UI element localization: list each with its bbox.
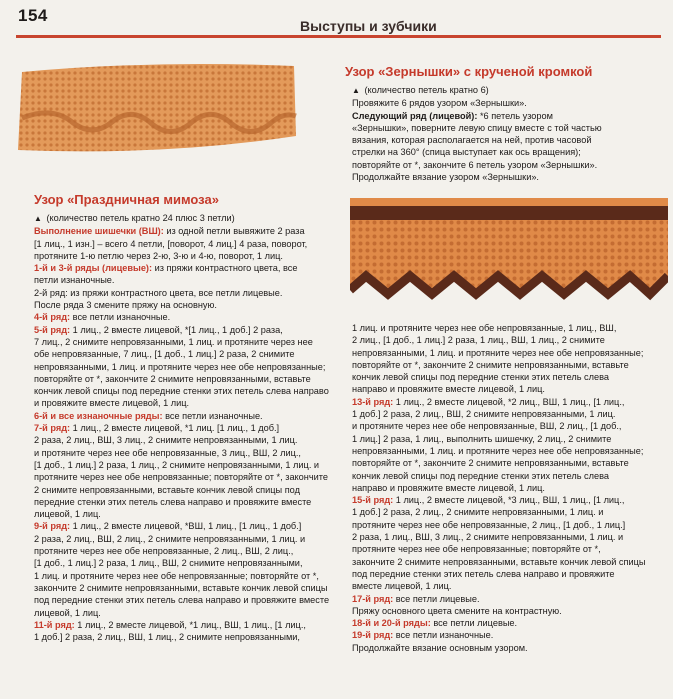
instruction-text: все петли изнаночные. — [395, 630, 494, 641]
instruction-text: 2-й ряд: из пряжи контрастного цвета, все петли лицевые. — [34, 287, 283, 298]
row-label: Следующий ряд (лицевой): — [352, 110, 480, 121]
text-line — [352, 593, 668, 605]
instruction-text: 2 раза, 2 лиц., ВШ, 3 лиц., 2 снимите непровязанными, 1 лиц. — [34, 435, 298, 446]
text-line — [34, 299, 350, 311]
instruction-text: [1 доб., 1 лиц.] 2 раза, 1 лиц., 2 снимите непровязанными, 1 лиц. и — [34, 459, 320, 470]
text-line — [34, 545, 350, 557]
right-column-text — [352, 322, 668, 654]
text-line — [352, 159, 662, 171]
instruction-text: протяните 1-ю петлю через 2-ю, 3-ю и 4-ю, поворот, 1 лиц. — [34, 250, 283, 261]
instruction-text: из пряжи контрастного цвета, все — [154, 263, 298, 274]
instruction-text: протяните через нее обе непровязанные, 2 лиц., [1 доб., 1 лиц.] — [352, 519, 626, 530]
instruction-text: 2 раза, 2 лиц., ВШ, 2 лиц., 2 снимите непровязанными, 1 лиц. и — [34, 533, 306, 544]
instruction-text: кончик левой спицы под передние стенки этих петель слева направо — [34, 386, 329, 397]
text-line — [352, 396, 668, 408]
text-line — [352, 543, 668, 555]
swatch-photo-mimoza — [350, 198, 668, 308]
text-line — [34, 582, 350, 594]
text-line — [352, 617, 668, 629]
triangle-marker-icon: ▲ — [34, 214, 42, 223]
instruction-text: передние стенки этих петель слева направо и провяжите вместе — [34, 496, 312, 507]
right-pattern-text — [352, 84, 662, 183]
row-label: 11-й ряд: — [34, 619, 78, 630]
instruction-text: лицевой, 1 лиц. — [34, 607, 101, 618]
text-line — [34, 225, 350, 237]
instruction-text: все петли изнаночные. — [72, 312, 171, 323]
instruction-text: 1 лиц.] 2 раза, 1 лиц., выполнить шишечку, 2 лиц., 2 снимите — [352, 433, 612, 444]
instruction-text: 1 доб.] 2 раза, 2 лиц., 2 снимите непровязанными, 1 лиц. и — [352, 507, 604, 518]
instruction-text: направо и провяжите вместе лицевой, 1 лиц. — [352, 384, 545, 395]
text-line — [352, 580, 668, 592]
text-line — [352, 322, 668, 334]
text-line — [34, 520, 350, 532]
row-label: 19-й ряд: — [352, 630, 396, 641]
instruction-text: 1 лиц., 2 вместе лицевой, *2 лиц., ВШ, 1 лиц., [1 лиц., — [395, 396, 625, 407]
instruction-text: все петли лицевые. — [433, 618, 518, 629]
text-line — [352, 531, 668, 543]
row-label: 6-й и все изнаночные ряды: — [34, 410, 166, 421]
text-line — [34, 361, 350, 373]
instruction-text: 2 снимите непровязанными, вставьте кончик левой спицы под — [34, 484, 300, 495]
instruction-text: (количество петель кратно 24 плюс 3 петли) — [43, 213, 235, 223]
instruction-text: из одной петли вывяжите 2 раза — [166, 226, 305, 237]
pattern-title-mimoza: Узор «Праздничная мимоза» — [34, 192, 219, 207]
text-line — [34, 594, 350, 606]
text-line — [34, 459, 350, 471]
text-line — [352, 84, 662, 97]
instruction-text: стрелки на 360° (спица выступает как ось вращения); — [352, 147, 581, 158]
text-line — [352, 383, 668, 395]
text-line — [352, 347, 668, 359]
instruction-text: закончите 2 снимите непровязанными, вставьте кончик левой спицы — [352, 556, 646, 567]
instruction-text: Провяжите 6 рядов узором «Зернышки». — [352, 98, 527, 109]
text-line — [34, 287, 350, 299]
instruction-text: 1 лиц., 2 вместе лицевой, *3 лиц., ВШ, 1 лиц., [1 лиц., — [395, 495, 625, 506]
instruction-text: После ряда 3 смените пряжу на основную. — [34, 300, 217, 311]
instruction-text: протяните через нее обе непровязанные; повторяйте от *, — [352, 544, 601, 555]
instruction-text: вместе лицевой, 1 лиц. — [352, 581, 452, 592]
text-line — [34, 484, 350, 496]
text-line — [34, 397, 350, 409]
text-line — [34, 348, 350, 360]
text-line — [352, 556, 668, 568]
text-line — [352, 519, 668, 531]
text-line — [352, 359, 668, 371]
instruction-text: все петли изнаночные. — [165, 410, 263, 421]
text-line — [34, 311, 350, 323]
instruction-text: 1 лиц. и протяните через нее обе непровязанные; повторяйте от *, — [34, 570, 319, 581]
instruction-text: под передние стенки этих петель слева направо и провяжите вместе — [34, 595, 330, 606]
instruction-text: 1 лиц., 2 вместе лицевой, *1 лиц., ВШ, 1 лиц., [1 лиц., — [77, 619, 306, 630]
instruction-text: 1 лиц., 2 вместе лицевой, *1 лиц. [1 лиц., 1 доб.] — [72, 423, 280, 434]
row-label: 7-й ряд: — [34, 423, 73, 434]
instruction-text: закончите 2 снимите непровязанными, вставьте кончик левой спицы — [34, 582, 328, 593]
text-line — [34, 434, 350, 446]
instruction-text: «Зернышки», поверните левую спицу вместе с той частью — [352, 122, 602, 133]
instruction-text: непровязанными, 1 лиц. и протяните через нее обе непровязанные; — [352, 445, 644, 456]
text-line — [34, 410, 350, 422]
row-label: 5-й ряд: — [34, 324, 73, 335]
instruction-text: все петли лицевые. — [395, 593, 480, 604]
instruction-text: непровязанными, 1 лиц. и протяните через нее обе непровязанные; — [352, 347, 644, 358]
instruction-text: повторяйте от *, закончите 6 петель узором «Зернышки». — [352, 159, 598, 170]
text-line — [34, 607, 350, 619]
text-line — [352, 642, 668, 654]
instruction-text: повторяйте от *, закончите 2 снимите непровязанными, вставьте — [352, 359, 629, 370]
text-line — [34, 250, 350, 262]
instruction-text: повторяйте от *, закончите 2 снимите непровязанными, вставьте — [352, 458, 629, 469]
text-line — [34, 274, 350, 286]
text-line — [352, 433, 668, 445]
row-label: 17-й ряд: — [352, 593, 396, 604]
row-label: 1-й и 3-й ряды (лицевые): — [34, 263, 155, 274]
row-label: 18-й и 20-й ряды: — [352, 618, 434, 629]
text-line — [34, 496, 350, 508]
page-number: 154 — [18, 6, 48, 25]
text-line — [352, 334, 668, 346]
instruction-text: 7 лиц., 2 снимите непровязанными, 1 лиц. и протяните через нее — [34, 336, 313, 347]
instruction-text: 1 лиц., 2 вместе лицевой, *ВШ, 1 лиц., [1 лиц., 1 доб.] — [72, 521, 302, 532]
row-label: 13-й ряд: — [352, 396, 396, 407]
instruction-text: [1 доб., 1 лиц.] 2 раза, 1 лиц., ВШ, 2 снимите непровязанными, — [34, 558, 303, 569]
row-label: 15-й ряд: — [352, 495, 396, 506]
text-line — [352, 97, 662, 109]
text-line — [352, 568, 668, 580]
triangle-marker-icon: ▲ — [352, 86, 360, 95]
instruction-text: Продолжайте вязание узором «Зернышки». — [352, 172, 539, 183]
text-line — [34, 533, 350, 545]
instruction-text: повторяйте от *, закончите 2 снимите непровязанными, вставьте — [34, 373, 311, 384]
text-line — [34, 262, 350, 274]
instruction-text: 1 доб.] 2 раза, 2 лиц., ВШ, 1 лиц., 2 снимите непровязанными, — [34, 632, 300, 643]
text-line — [352, 506, 668, 518]
row-label: Выполнение шишечки (ВШ): — [34, 226, 167, 237]
instruction-text: Пряжу основного цвета смените на контрастную. — [352, 605, 562, 616]
instruction-text: непровязанными, 1 лиц. и протяните через нее обе непровязанные; — [34, 361, 326, 372]
instruction-text: обе непровязанные, 7 лиц., [1 доб., 1 лиц.] 2 раза, 2 снимите — [34, 349, 295, 360]
instruction-text: и провяжите вместе лицевой, 1 лиц. — [34, 398, 190, 409]
text-line — [352, 110, 662, 122]
text-line — [34, 557, 350, 569]
row-label: 9-й ряд: — [34, 521, 73, 532]
instruction-text: лицевой, 1 лиц. — [34, 509, 101, 520]
instruction-text: 2 лиц., [1 доб., 1 лиц.] 2 раза, 1 лиц., ВШ, 1 лиц., 2 снимите — [352, 335, 605, 346]
text-line — [34, 336, 350, 348]
text-line — [34, 447, 350, 459]
text-line — [352, 408, 668, 420]
text-line — [352, 371, 668, 383]
instruction-text: 1 лиц. и протяните через нее обе непровязанные, 1 лиц., ВШ, — [352, 323, 617, 333]
text-line — [352, 134, 662, 146]
instruction-text: под передние стенки этих петель слева направо и провяжите — [352, 568, 615, 579]
instruction-text: и протяните через нее обе непровязанные, ВШ, 2 лиц., [1 доб., — [352, 421, 622, 432]
page-header-title: Выступы и зубчики — [300, 18, 437, 34]
instruction-text: и протяните через нее обе непровязанные, 3 лиц., ВШ, 2 лиц., — [34, 447, 301, 458]
left-pattern-text — [34, 212, 350, 643]
instruction-text: кончик левой спицы под передние стенки этих петель слева — [352, 470, 609, 481]
instruction-text: протяните через нее обе непровязанные; повторяйте от *, закончите — [34, 472, 328, 483]
text-line — [352, 171, 662, 183]
text-line — [34, 324, 350, 336]
instruction-text: 1 лиц., 2 вместе лицевой, *[1 лиц., 1 доб.] 2 раза, — [72, 324, 283, 335]
text-line — [352, 457, 668, 469]
instruction-text: [1 лиц., 1 изн.] – всего 4 петли, [поворот, 4 лиц.] 4 раза, поворот, — [34, 238, 308, 249]
instruction-text: *6 петель узором — [479, 110, 553, 121]
instruction-text: протяните через нее обе непровязанные, 2 лиц., ВШ, 2 лиц., — [34, 546, 294, 557]
text-line — [34, 422, 350, 434]
text-line — [34, 471, 350, 483]
header-divider — [16, 35, 661, 38]
text-line — [352, 494, 668, 506]
instruction-text: 1 доб.] 2 раза, 2 лиц., ВШ, 2 снимите непровязанными, 1 лиц. — [352, 409, 616, 420]
instruction-text: направо и провяжите вместе лицевой, 1 лиц. — [352, 482, 545, 493]
instruction-text: кончик левой спицы под передние стенки этих петель слева — [352, 372, 609, 383]
text-line — [34, 619, 350, 631]
text-line — [352, 605, 668, 617]
text-line — [34, 385, 350, 397]
instruction-text: Продолжайте вязание основным узором. — [352, 642, 528, 653]
text-line — [34, 212, 350, 225]
instruction-text: вязания, которая располагается на ней, против часовой — [352, 135, 592, 146]
text-line — [34, 570, 350, 582]
text-line — [34, 631, 350, 643]
text-line — [352, 470, 668, 482]
text-line — [352, 629, 668, 641]
text-line — [352, 122, 662, 134]
text-line — [34, 508, 350, 520]
instruction-text: 2 раза, 1 лиц., ВШ, 3 лиц., 2 снимите непровязанными, 1 лиц. и — [352, 532, 624, 543]
text-line — [352, 445, 668, 457]
instruction-text: петли изнаночные. — [34, 275, 115, 286]
instruction-text: (количество петель кратно 6) — [361, 85, 489, 95]
text-line — [352, 420, 668, 432]
text-line — [34, 238, 350, 250]
text-line — [34, 373, 350, 385]
swatch-photo-twisted-edge — [12, 58, 300, 158]
row-label: 4-й ряд: — [34, 312, 73, 323]
text-line — [352, 482, 668, 494]
pattern-title-zernyshki: Узор «Зернышки» с крученой кромкой — [345, 64, 593, 79]
text-line — [352, 146, 662, 158]
